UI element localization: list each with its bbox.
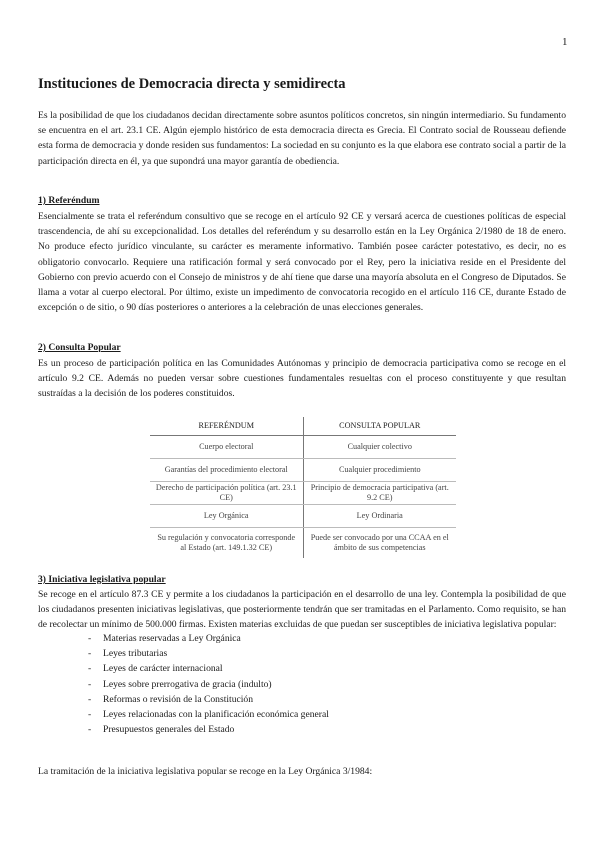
table-cell: Ley Ordinaria [303, 505, 456, 528]
table-cell: Cualquier colectivo [303, 436, 456, 459]
table-row [150, 436, 456, 459]
list-item: - Leyes relacionadas con la planificación económica general [88, 707, 329, 722]
section-heading-referendum: 1) Referéndum [38, 195, 100, 206]
list-item: - Reformas o revisión de la Constitución [88, 692, 329, 707]
page-number: 1 [562, 36, 568, 48]
excluded-matters-list [88, 631, 329, 737]
table-row [150, 459, 456, 482]
table-cell: Ley Orgánica [150, 505, 303, 528]
table-cell: Garantías del procedimiento electoral [150, 459, 303, 482]
table-header-row [150, 417, 456, 436]
table-cell: Puede ser convocado por una CCAA en el ámbito de sus competencias [310, 533, 449, 552]
list-item: - Leyes de carácter internacional [88, 661, 329, 676]
section-body-iniciativa-legislativa: Se recoge en el artículo 87.3 CE y permite a los ciudadanos la participación en el desarrollo de una ley. Contempla la posibilidad de que los ciudadanos presenten iniciativas legislativas, que posteriormente tendrán que ser tramitadas en el Parlamento. Como requisito, se han de recolectar un mínimo de 500.000 firmas. Existen materias excluidas de que puedan ser susceptibles de iniciativa legislativa popular: [38, 589, 566, 631]
comparison-table [150, 417, 456, 558]
closing-paragraph: La tramitación de la iniciativa legislativa popular se recoge en la Ley Orgánica 3/1984: [38, 766, 373, 777]
section-body-consulta-popular: Es un proceso de participación política en las Comunidades Autónomas y principio de democracia participativa como se recoge en el artículo 9.2 CE. Además no pueden versar sobre cuestiones fundamentales resueltas con el proceso constituyente y que resultan sustraídas a la decisión de los poderes constituidos. [38, 358, 566, 400]
table-row [150, 505, 456, 528]
list-item: - Leyes tributarias [88, 646, 329, 661]
section-heading-iniciativa-legislativa: 3) Iniciativa legislativa popular [38, 574, 166, 585]
table-cell: Principio de democracia participativa (art. 9.2 CE) [303, 482, 456, 505]
table-row [150, 482, 456, 505]
table-header-consulta-popular: CONSULTA POPULAR [303, 417, 456, 436]
section-body-referendum: Esencialmente se trata el referéndum consultivo que se recoge en el artículo 92 CE y versará acerca de cuestiones políticas de especial trascendencia, de ahí su excepcionalidad. Los detalles del referéndum y su desarrollo están en la Ley Orgánica 2/1980 de 18 de enero. No produce efecto jurídico vinculante, su carácter es meramente informativo. También posee carácter potestativo, es decir, no es obligatorio convocarlo. Requiere una ratificación formal y será convocado por el Rey, pero la iniciativa reside en el Presidente del Gobierno con previo acuerdo con el Consejo de ministros y de ahí tiene que darse una mayoría absoluta en el Congreso de Diputados. Se llama a votar al cuerpo electoral. Por último, existe un impedimento de convocatoria recogido en el artículo 116 CE, durante Estado de excepción o de sitio, o 90 días posteriores o anteriores a la celebración de unas elecciones generales. [38, 211, 566, 314]
table-row [150, 528, 456, 559]
table-cell: Su regulación y convocatoria corresponde al Estado (art. 149.1.32 CE) [150, 528, 303, 559]
table-cell: Derecho de participación política (art. 23.1 CE) [150, 482, 303, 505]
list-item: - Presupuestos generales del Estado [88, 722, 329, 737]
section-heading-consulta-popular: 2) Consulta Popular [38, 342, 121, 353]
intro-paragraph: Es la posibilidad de que los ciudadanos decidan directamente sobre asuntos políticos concretos, sin ningún intermediario. Su fundamento se encuentra en el art. 23.1 CE. Algún ejemplo histórico de esta democracia directa es Grecia. El Contrato social de Rousseau defiende esta forma de democracia y donde residen sus fundamentos: La sociedad en su conjunto es la que elabora ese contrato social a partir de la participación directa en él, ya que supondrá una mayor garantía de obediencia. [38, 110, 566, 167]
table-cell: Cualquier procedimiento [303, 459, 456, 482]
list-item: - Leyes sobre prerrogativa de gracia (indulto) [88, 677, 329, 692]
list-item: - Materias reservadas a Ley Orgánica [88, 631, 329, 646]
table-cell: Cuerpo electoral [150, 436, 303, 459]
table-header-referendum: REFERÉNDUM [150, 417, 303, 436]
document-title: Instituciones de Democracia directa y semidirecta [38, 76, 346, 92]
